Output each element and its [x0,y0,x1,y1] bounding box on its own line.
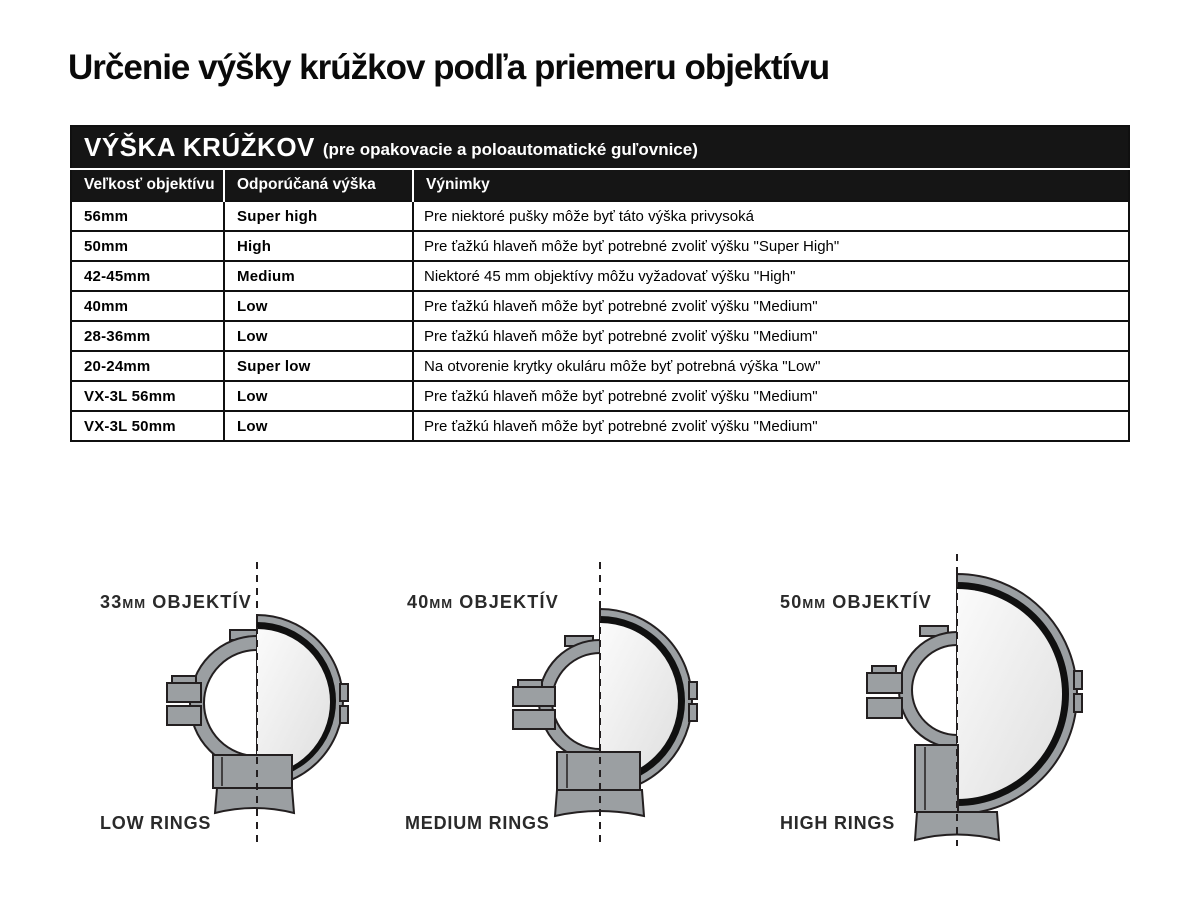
cell-height: Super high [224,201,413,231]
objective-word: OBJEKTÍV [832,592,932,612]
cell-size: VX-3L 50mm [71,411,224,441]
cell-size: 20-24mm [71,351,224,381]
cell-height: Medium [224,261,413,291]
high-rings-label: HIGH RINGS [780,813,896,833]
objective-unit: MM [429,596,454,611]
clamp-screw-upper [513,687,555,706]
base-pillar [213,755,292,788]
cell-exception: Pre ťažkú hlaveň môže byť potrebné zvoliť výšku "Medium" [413,411,1129,441]
cell-height: Low [224,321,413,351]
table-row [71,411,1129,441]
clamp-screw-lower [167,706,201,725]
right-clamp-tab-lower [1074,694,1082,712]
column-header-exceptions: Výnimky [413,169,1129,201]
medium-rings-diagram [480,556,710,852]
cell-size: 40mm [71,291,224,321]
cell-exception: Pre ťažkú hlaveň môže byť potrebné zvoliť výšku "Medium" [413,321,1129,351]
objective-unit: MM [802,596,827,611]
cell-height: Low [224,381,413,411]
base-pillar [557,752,640,790]
clamp-screw-lower [513,710,555,729]
table-title: VÝŠKA KRÚŽKOV [84,132,315,162]
objective-word: OBJEKTÍV [152,592,252,612]
table-header-row [71,169,1129,201]
low-rings-diagram [150,556,370,852]
cell-size: 56mm [71,201,224,231]
cell-exception: Pre ťažkú hlaveň môže byť potrebné zvoliť výšku "Medium" [413,291,1129,321]
table-row [71,351,1129,381]
table-row [71,381,1129,411]
cell-size: VX-3L 56mm [71,381,224,411]
table-title-row [71,126,1129,169]
ring-height-table [70,125,1130,442]
objective-size: 40 [407,592,430,612]
cell-exception: Pre niektoré pušky môže byť táto výška privysoká [413,201,1129,231]
table-row [71,231,1129,261]
table-subtitle: (pre opakovacie a poloautomatické guľovnice) [322,140,698,159]
page-title: Určenie výšky krúžkov podľa priemeru objektívu [68,48,830,87]
cell-size: 42-45mm [71,261,224,291]
cell-exception: Pre ťažkú hlaveň môže byť potrebné zvoliť výšku "Medium" [413,381,1129,411]
objective-bell [957,574,1077,814]
cell-height: Low [224,411,413,441]
objective-size: 33 [100,592,123,612]
low-rings-label: LOW RINGS [100,813,212,833]
cell-exception: Pre ťažkú hlaveň môže byť potrebné zvoliť výšku "Super High" [413,231,1129,261]
cell-height: Super low [224,351,413,381]
right-clamp-tab-upper [689,682,697,699]
base-pillar [915,745,958,812]
objective-unit: MM [122,596,147,611]
clamp-screw-upper [167,683,201,702]
cell-exception: Na otvorenie krytky okuláru môže byť potrebná výška "Low" [413,351,1129,381]
table-row [71,201,1129,231]
base-rail [215,788,294,813]
objective-word: OBJEKTÍV [459,592,559,612]
mount-base [213,755,294,813]
right-clamp-tab-lower [340,706,348,723]
right-clamp-tab-upper [340,684,348,701]
cell-height: Low [224,291,413,321]
cell-height: High [224,231,413,261]
clamp-screw-lower [867,698,902,718]
cell-size: 28-36mm [71,321,224,351]
right-clamp-tab-upper [1074,671,1082,689]
cell-exception: Niektoré 45 mm objektívy môžu vyžadovať výšku "High" [413,261,1129,291]
column-header-recommended-height: Odporúčaná výška [224,169,413,201]
medium-rings-label: MEDIUM RINGS [405,813,550,833]
high-rings-diagram [820,548,1100,852]
column-header-objective-size: Veľkosť objektívu [71,169,224,201]
table-row [71,261,1129,291]
table-row [71,291,1129,321]
cell-size: 50mm [71,231,224,261]
table-row [71,321,1129,351]
objective-size: 50 [780,592,803,612]
clamp-screw-upper [867,673,902,693]
table-title-cell [71,126,1129,169]
right-clamp-tab-lower [689,704,697,721]
